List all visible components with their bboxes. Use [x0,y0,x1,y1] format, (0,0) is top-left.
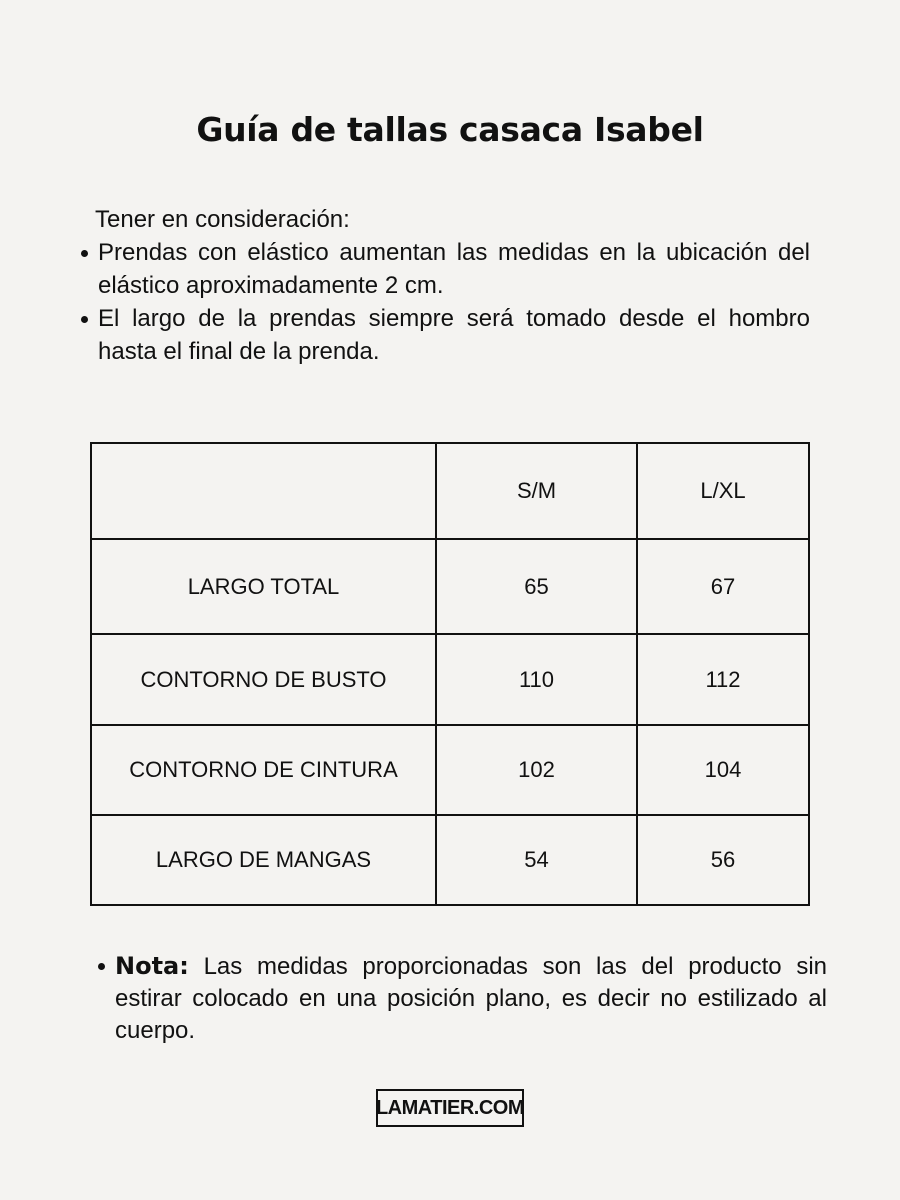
brand-logo: LAMATIER.COM [376,1089,524,1127]
intro-bullet-item: El largo de la prendas siempre será tomado desde el hombro hasta el final de la prenda. [78,302,810,368]
table-row [91,815,809,905]
value-sm: 102 [436,725,637,815]
note-text: Las medidas proporcionadas son las del producto sin estirar colocado en una posición plano, es decir no estilizado al cuerpo. [115,953,827,1044]
size-table [90,442,810,906]
value-sm: 65 [436,539,637,634]
intro-heading: Tener en consideración: [95,206,350,233]
row-label: LARGO DE MANGAS [91,815,436,905]
value-sm: 110 [436,634,637,725]
header-cell-sm: S/M [436,443,637,539]
table-row [91,539,809,634]
page-title: Guía de tallas casaca Isabel [196,110,704,149]
value-lxl: 56 [637,815,809,905]
table-row [91,725,809,815]
value-lxl: 104 [637,725,809,815]
header-cell-empty [91,443,436,539]
value-lxl: 112 [637,634,809,725]
note-label: Nota: [115,952,189,980]
value-lxl: 67 [637,539,809,634]
table-header-row [91,443,809,539]
row-label: LARGO TOTAL [91,539,436,634]
row-label: CONTORNO DE BUSTO [91,634,436,725]
note-bullet-item [95,950,827,1047]
intro-bullet-item: Prendas con elástico aumentan las medidas en la ubicación del elástico aproximadamente 2 cm. [78,236,810,302]
note-section [95,950,827,1047]
intro-section [78,203,810,368]
note-bullet-list [95,950,827,1047]
header-cell-lxl: L/XL [637,443,809,539]
row-label: CONTORNO DE CINTURA [91,725,436,815]
intro-bullet-list [78,236,810,368]
value-sm: 54 [436,815,637,905]
table-row [91,634,809,725]
